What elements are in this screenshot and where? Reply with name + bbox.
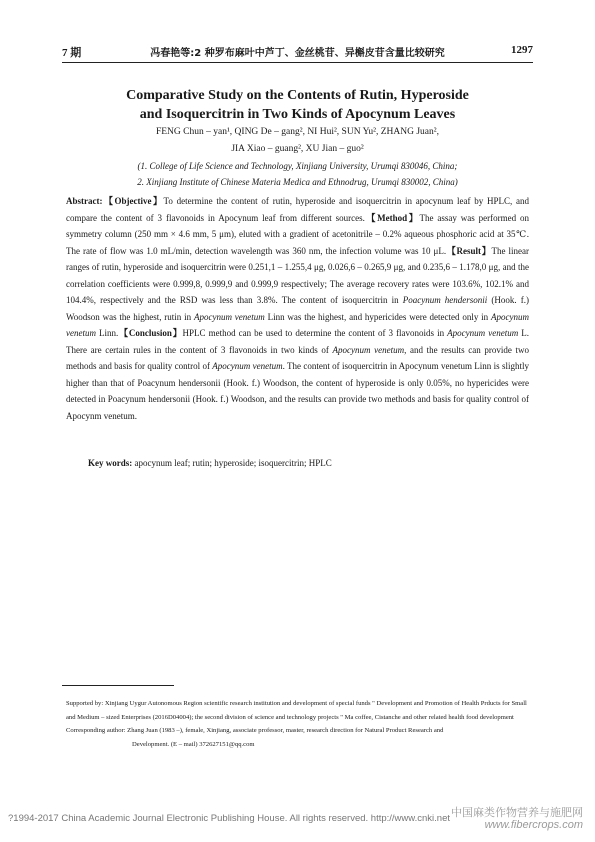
abstract-label: Abstract: <box>66 196 103 206</box>
footnotes <box>66 697 529 751</box>
species-name: Apocynum venetum <box>66 311 529 338</box>
conclusion-label: 【Conclusion】 <box>118 328 183 338</box>
method-text: The assay was performed on symmetry column (250 mm × 4.6 mm, 5 μm), eluted with a gradient of acetonitrile – 0.2% aqueous phosphoric acid at 35℃. The rate of flow was 1.0 mL/min, detection wavelength was 360 nm, the infection volume was 10 μL. <box>66 212 530 256</box>
page-number: 1297 <box>511 44 533 56</box>
result-text: Linn was the highest, and hypericides were detected only in <box>264 311 491 322</box>
page-footer <box>8 806 587 831</box>
corresponding-author-note: Corresponding author: Zhang Juan (1983 –), female, Xinjiang, associate professor, master, research direction for Natural Product Research and <box>66 727 444 734</box>
conclusion-text: , and the results can provide two methods and basis for quality control of <box>66 344 529 371</box>
issue-number: 7 期 <box>62 47 82 59</box>
conclusion-text: . The content of isoquercitrin in Apocynum venetum Linn is slightly higher than that of Poacynum hendersonii (Hook. f.) Woodson, the content of hyperoside is only 0.05%, no hypericides were detected in Poacynum hendersonii (Hook. f.) Woodson, and the results can provide two methods and basis for quality control of Apocynm venetum. <box>66 361 529 421</box>
funding-note: Supported by: Xinjiang Uygur Autonomous Region scientific research institution and development of special funds " Development and Promotion of Health Prducts for Small and Medium – sized Enterprises (2016D04004); the second division of science and technology projects " Ma coffee, Cistanche and other related health food development <box>66 700 527 721</box>
method-label: 【Method】 <box>364 212 420 223</box>
keywords-label: Key words: <box>88 458 133 468</box>
running-header <box>62 44 533 60</box>
species-name: Apocynum venetum <box>332 344 405 355</box>
result-label: 【Result】 <box>446 245 492 256</box>
species-name: Poacynum hendersonii <box>402 295 488 305</box>
authors-line-1: FENG Chun – yan¹, QING De – gang², NI Hui², SUN Yu², ZHANG Juan², <box>155 127 440 137</box>
header-rule <box>62 62 533 63</box>
watermark <box>451 807 583 831</box>
result-text: Linn. <box>95 328 119 338</box>
author-list <box>62 124 533 158</box>
species-name: Apocynum venetum <box>447 328 519 338</box>
affiliations <box>62 158 533 190</box>
abstract <box>66 193 529 424</box>
keywords <box>88 458 529 468</box>
title-line-1: Comparative Study on the Contents of Rutin, Hyperoside <box>126 88 469 103</box>
species-name: Apocynum venetum <box>212 361 283 371</box>
corresponding-author-email: Development. (E – mail) 372627151@qq.com <box>132 740 255 748</box>
affiliation-2: 2. Xinjiang Institute of Chinese Materia Medica and Ethnodrug, Urumqi 830002, China) <box>137 177 458 187</box>
conclusion-text: L. There are certain rules in the content of 3 flavonoids in two kinds of <box>66 328 530 355</box>
watermark-site-name: 中国麻类作物营养与施肥网 <box>451 806 583 819</box>
article-title <box>62 86 533 124</box>
watermark-url: www.fibercrops.com <box>484 819 583 831</box>
keywords-text: apocynum leaf; rutin; hyperoside; isoquercitrin; HPLC <box>134 458 332 468</box>
result-text: The linear ranges of rutin, hyperoside and isoquercitrin were 0.251,1 – 1.255,4 μg, 0.026,6 – 0.265,9 μg, and 0.235,6 – 1.178,0 μg, and the correlation coefficients were 0.999,8, 0.999,9 and 0.999,9 respectively; The average recovery rates were 103.6%, 102.1% and 104.4%, respectively and the RSD was less than 3.8%. The content of isoquercitrin in <box>66 245 530 305</box>
copyright-line: ?1994-2017 China Academic Journal Electronic Publishing House. All rights reserved. http://www.cnki.net <box>8 813 450 824</box>
footnote-rule <box>62 685 174 686</box>
objective-text: To determine the content of rutin, hyperoside and isoquercitrin in apocynum leaf by HPLC, and compare the content of 3 flavonoids in Apocynum leaf from different sources. <box>66 196 529 223</box>
affiliation-1: (1. College of Life Science and Technology, Xinjiang University, Urumqi 830046, China; <box>137 161 458 171</box>
objective-label: 【Objective】 <box>102 196 164 206</box>
result-text: (Hook. f.) Woodson was the highest, rutin in <box>66 295 529 322</box>
species-name: Apocynum venetum <box>193 311 265 322</box>
running-title: 冯春艳等:2 种罗布麻叶中芦丁、金丝桃苷、异槲皮苷含量比较研究 <box>150 48 445 59</box>
title-line-2: and Isoquercitrin in Two Kinds of Apocynum Leaves <box>139 107 456 122</box>
conclusion-text: HPLC method can be used to determine the content of 3 flavonoids in <box>182 328 448 338</box>
authors-line-2: JIA Xiao – guang², XU Jian – guo² <box>231 144 364 154</box>
